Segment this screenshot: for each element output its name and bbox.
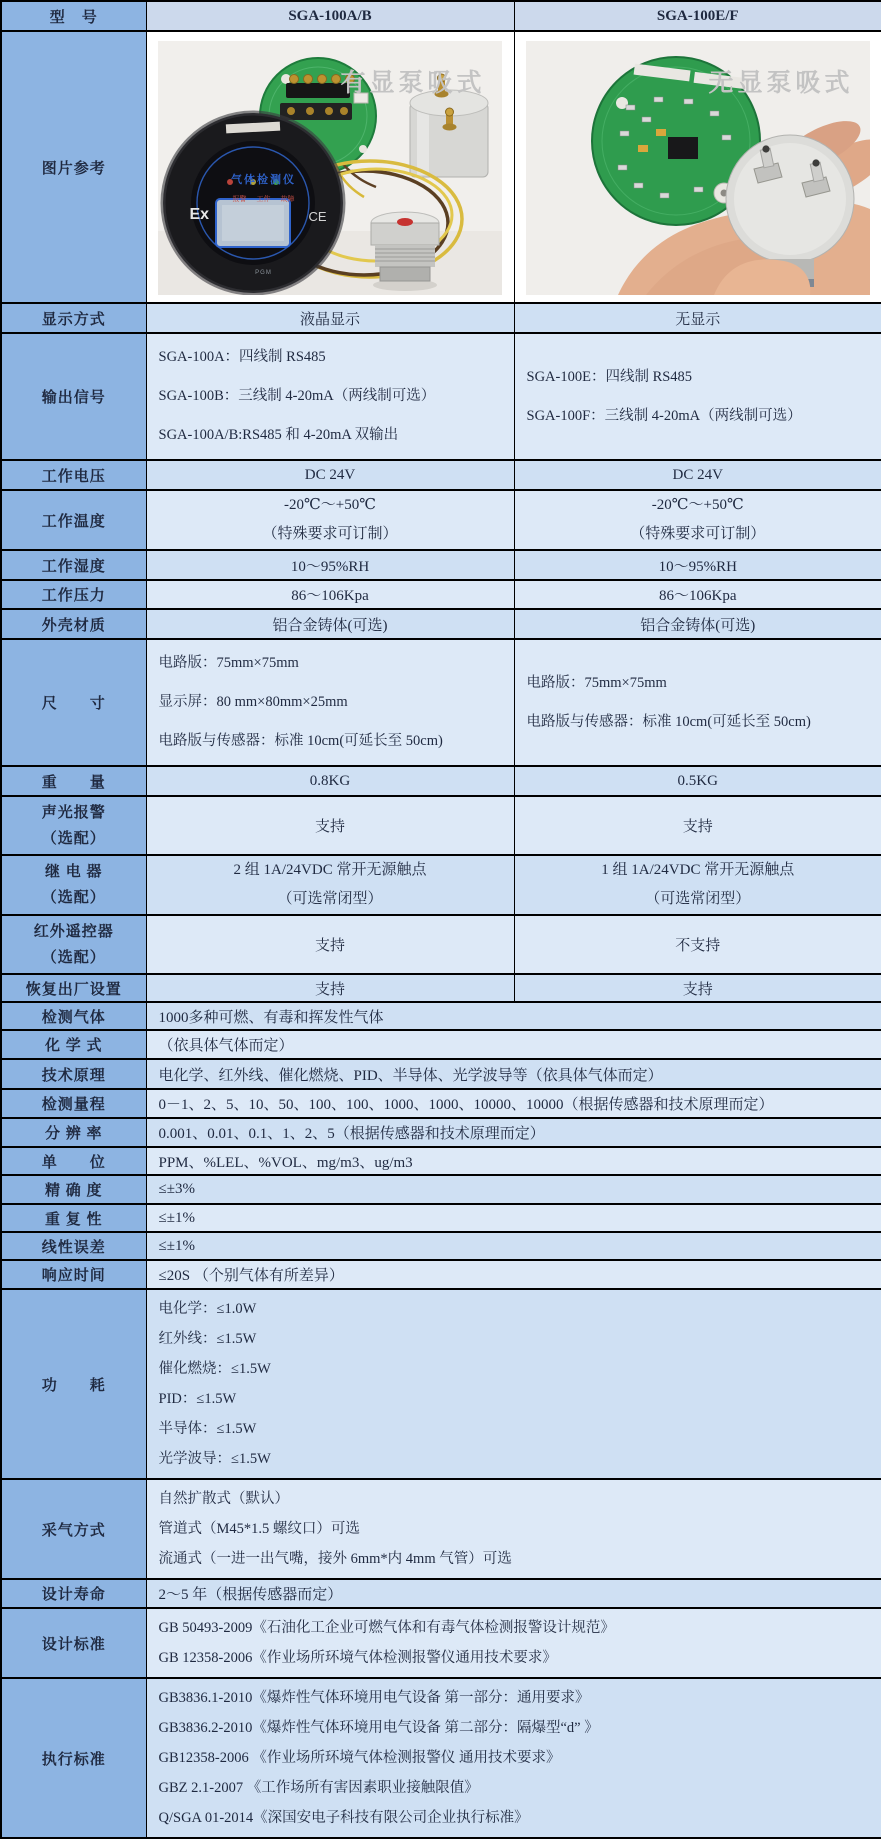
- execution-standards-label: 执行标准: [1, 1678, 146, 1838]
- power-line: 光学波导：≤1.5W: [159, 1444, 870, 1474]
- output-signal-a-line: SGA-100A/B:RS485 和 4-20mA 双输出: [159, 416, 502, 455]
- weight-a: 0.8KG: [146, 766, 514, 796]
- display-mode-a: 液晶显示: [146, 303, 514, 333]
- row-resolution: [1, 1118, 881, 1147]
- row-response-time: [1, 1260, 881, 1289]
- row-detected-gases: [1, 1002, 881, 1030]
- relay-a-line: （可选常闭型）: [147, 885, 514, 914]
- relay-b: [514, 855, 881, 915]
- alarm-label-line: （选配）: [2, 826, 146, 852]
- design-standards-value: [146, 1608, 881, 1678]
- linearity-value: ≤±1%: [146, 1232, 881, 1260]
- ir-remote-a: 支持: [146, 915, 514, 974]
- detection-range-label: 检测量程: [1, 1089, 146, 1118]
- row-accuracy: [1, 1175, 881, 1204]
- row-tech-principle: [1, 1059, 881, 1089]
- row-model: [1, 1, 881, 31]
- model-row-label: 型 号: [1, 1, 146, 31]
- shell-material-label: 外壳材质: [1, 609, 146, 639]
- model-b-header: SGA-100E/F: [514, 1, 881, 31]
- alarm-label: [1, 796, 146, 855]
- weight-b: 0.5KG: [514, 766, 881, 796]
- chemical-formula-label: 化 学 式: [1, 1030, 146, 1059]
- shell-material-a: 铝合金铸体(可选): [146, 609, 514, 639]
- photo-b-watermark: 无显泵吸式: [708, 63, 853, 99]
- voltage-a: DC 24V: [146, 460, 514, 490]
- relay-b-line: （可选常闭型）: [515, 885, 881, 914]
- pressure-label: 工作压力: [1, 580, 146, 609]
- photo-a-led-labels: 报警 工作 故障: [233, 194, 295, 204]
- row-sound-light-alarm: [1, 796, 881, 855]
- ir-remote-label-line: （选配）: [2, 945, 146, 971]
- ir-remote-label-line: 红外遥控器: [2, 919, 146, 945]
- sampling-value: [146, 1479, 881, 1579]
- row-relay: [1, 855, 881, 915]
- resolution-value: 0.001、0.01、0.1、1、2、5（根据传感器和技术原理而定）: [146, 1118, 881, 1147]
- row-design-standards: [1, 1608, 881, 1678]
- row-linearity: [1, 1232, 881, 1260]
- row-temperature: [1, 490, 881, 550]
- accuracy-label: 精 确 度: [1, 1175, 146, 1204]
- factory-reset-b: 支持: [514, 974, 881, 1002]
- size-a-line: 电路版：75mm×75mm: [159, 644, 502, 683]
- voltage-label: 工作电压: [1, 460, 146, 490]
- humidity-b: 10～95%RH: [514, 550, 881, 580]
- relay-label: [1, 855, 146, 915]
- execution-standard-line: GB3836.1-2010《爆炸性气体环境用电气设备 第一部分：通用要求》: [159, 1683, 870, 1713]
- execution-standard-line: GB12358-2006 《作业场所环境气体检测报警仪 通用技术要求》: [159, 1743, 870, 1773]
- display-mode-label: 显示方式: [1, 303, 146, 333]
- accuracy-value: ≤±3%: [146, 1175, 881, 1204]
- output-signal-b: [514, 333, 881, 460]
- response-time-value: ≤20S （个别气体有所差异）: [146, 1260, 881, 1289]
- temperature-b-line: -20℃～+50℃: [515, 491, 881, 520]
- row-display-mode: [1, 303, 881, 333]
- power-line: 催化燃烧：≤1.5W: [159, 1354, 870, 1384]
- alarm-label-line: 声光报警: [2, 800, 146, 826]
- row-chemical-formula: [1, 1030, 881, 1059]
- repeatability-value: ≤±1%: [146, 1204, 881, 1232]
- relay-a: [146, 855, 514, 915]
- output-signal-label: 输出信号: [1, 333, 146, 460]
- weight-label: 重 量: [1, 766, 146, 796]
- row-weight: [1, 766, 881, 796]
- row-pressure: [1, 580, 881, 609]
- sampling-line: 管道式（M45*1.5 螺纹口）可选: [159, 1514, 870, 1544]
- row-sampling-method: [1, 1479, 881, 1579]
- row-shell-material: [1, 609, 881, 639]
- execution-standard-line: GB3836.2-2010《爆炸性气体环境用电气设备 第二部分：隔爆型“d” 》: [159, 1713, 870, 1743]
- execution-standard-line: GBZ 2.1-2007 《工作场所有害因素职业接触限值》: [159, 1773, 870, 1803]
- humidity-label: 工作湿度: [1, 550, 146, 580]
- detection-range-value: 0－1、2、5、10、50、100、100、1000、1000、10000、10000（根据传感器和技术原理而定）: [146, 1089, 881, 1118]
- alarm-a: 支持: [146, 796, 514, 855]
- temperature-a: [146, 490, 514, 550]
- row-photos: [1, 31, 881, 303]
- pressure-b: 86～106Kpa: [514, 580, 881, 609]
- execution-standards-value: [146, 1678, 881, 1838]
- repeatability-label: 重 复 性: [1, 1204, 146, 1232]
- output-signal-b-line: SGA-100E：四线制 RS485: [527, 358, 870, 397]
- size-b-line: 电路版：75mm×75mm: [527, 664, 870, 703]
- power-label: 功 耗: [1, 1289, 146, 1479]
- chemical-formula-value: （依具体气体而定）: [146, 1030, 881, 1059]
- photo-cell-b: [514, 31, 881, 303]
- temperature-b-line: （特殊要求可订制）: [515, 520, 881, 549]
- design-standards-label: 设计标准: [1, 1608, 146, 1678]
- detected-gases-label: 检测气体: [1, 1002, 146, 1030]
- photo-a-pgm-mark: PGM: [255, 270, 272, 276]
- ir-remote-b: 不支持: [514, 915, 881, 974]
- photo-row-label: 图片参考: [1, 31, 146, 303]
- alarm-b: 支持: [514, 796, 881, 855]
- row-output-signal: [1, 333, 881, 460]
- row-voltage: [1, 460, 881, 490]
- temperature-a-line: -20℃～+50℃: [147, 491, 514, 520]
- ir-remote-label: [1, 915, 146, 974]
- execution-standard-line: Q/SGA 01-2014《深国安电子科技有限公司企业执行标准》: [159, 1803, 870, 1833]
- unit-value: PPM、%LEL、%VOL、mg/m3、ug/m3: [146, 1147, 881, 1175]
- temperature-a-line: （特殊要求可订制）: [147, 520, 514, 549]
- linearity-label: 线性误差: [1, 1232, 146, 1260]
- output-signal-a-line: SGA-100A：四线制 RS485: [159, 338, 502, 377]
- row-execution-standards: [1, 1678, 881, 1838]
- size-a: [146, 639, 514, 766]
- row-unit: [1, 1147, 881, 1175]
- temperature-label: 工作温度: [1, 490, 146, 550]
- sampling-line: 自然扩散式（默认）: [159, 1484, 870, 1514]
- tech-principle-value: 电化学、红外线、催化燃烧、PID、半导体、光学波导等（依具体气体而定）: [146, 1059, 881, 1089]
- detected-gases-value: 1000多种可燃、有毒和挥发性气体: [146, 1002, 881, 1030]
- humidity-a: 10～95%RH: [146, 550, 514, 580]
- product-photo-sga100ef: [526, 41, 870, 293]
- size-a-line: 电路版与传感器：标准 10cm(可延长至 50cm): [159, 722, 502, 761]
- row-repeatability: [1, 1204, 881, 1232]
- display-mode-b: 无显示: [514, 303, 881, 333]
- relay-label-line: （选配）: [2, 885, 146, 911]
- response-time-label: 响应时间: [1, 1260, 146, 1289]
- power-value: [146, 1289, 881, 1479]
- power-line: 电化学：≤1.0W: [159, 1294, 870, 1324]
- sampling-label: 采气方式: [1, 1479, 146, 1579]
- sampling-line: 流通式（一进一出气嘴，接外 6mm*内 4mm 气管）可选: [159, 1544, 870, 1574]
- product-photo-sga100ab: [158, 41, 502, 293]
- size-b-line: 电路版与传感器：标准 10cm(可延长至 50cm): [527, 703, 870, 742]
- voltage-b: DC 24V: [514, 460, 881, 490]
- relay-label-line: 继 电 器: [2, 859, 146, 885]
- resolution-label: 分 辨 率: [1, 1118, 146, 1147]
- power-line: 红外线：≤1.5W: [159, 1324, 870, 1354]
- unit-label: 单 位: [1, 1147, 146, 1175]
- size-b: [514, 639, 881, 766]
- design-life-value: 2～5 年（根据传感器而定）: [146, 1579, 881, 1608]
- row-power-consumption: [1, 1289, 881, 1479]
- design-life-label: 设计寿命: [1, 1579, 146, 1608]
- row-ir-remote: [1, 915, 881, 974]
- shell-material-b: 铝合金铸体(可选): [514, 609, 881, 639]
- row-size: [1, 639, 881, 766]
- size-label: 尺 寸: [1, 639, 146, 766]
- photo-a-ce-mark: CE: [309, 209, 327, 224]
- relay-b-line: 1 组 1A/24VDC 常开无源触点: [515, 856, 881, 885]
- tech-principle-label: 技术原理: [1, 1059, 146, 1089]
- model-a-header: SGA-100A/B: [146, 1, 514, 31]
- temperature-b: [514, 490, 881, 550]
- power-line: 半导体：≤1.5W: [159, 1414, 870, 1444]
- photo-a-ex-mark: Ex: [190, 206, 210, 224]
- size-a-line: 显示屏：80 mm×80mm×25mm: [159, 683, 502, 722]
- photo-a-device-title: 气体检测仪: [231, 171, 296, 187]
- row-humidity: [1, 550, 881, 580]
- output-signal-b-line: SGA-100F：三线制 4-20mA（两线制可选）: [527, 397, 870, 436]
- relay-a-line: 2 组 1A/24VDC 常开无源触点: [147, 856, 514, 885]
- output-signal-a-line: SGA-100B：三线制 4-20mA（两线制可选）: [159, 377, 502, 416]
- photo-a-watermark: 有显泵吸式: [340, 63, 485, 99]
- design-standard-line: GB 50493-2009《石油化工企业可燃气体和有毒气体检测报警设计规范》: [159, 1613, 870, 1643]
- design-standard-line: GB 12358-2006《作业场所环境气体检测报警仪通用技术要求》: [159, 1643, 870, 1673]
- power-line: PID：≤1.5W: [159, 1384, 870, 1414]
- factory-reset-label: 恢复出厂设置: [1, 974, 146, 1002]
- row-detection-range: [1, 1089, 881, 1118]
- pressure-a: 86～106Kpa: [146, 580, 514, 609]
- factory-reset-a: 支持: [146, 974, 514, 1002]
- row-factory-reset: [1, 974, 881, 1002]
- photo-cell-a: [146, 31, 514, 303]
- output-signal-a: [146, 333, 514, 460]
- row-design-life: [1, 1579, 881, 1608]
